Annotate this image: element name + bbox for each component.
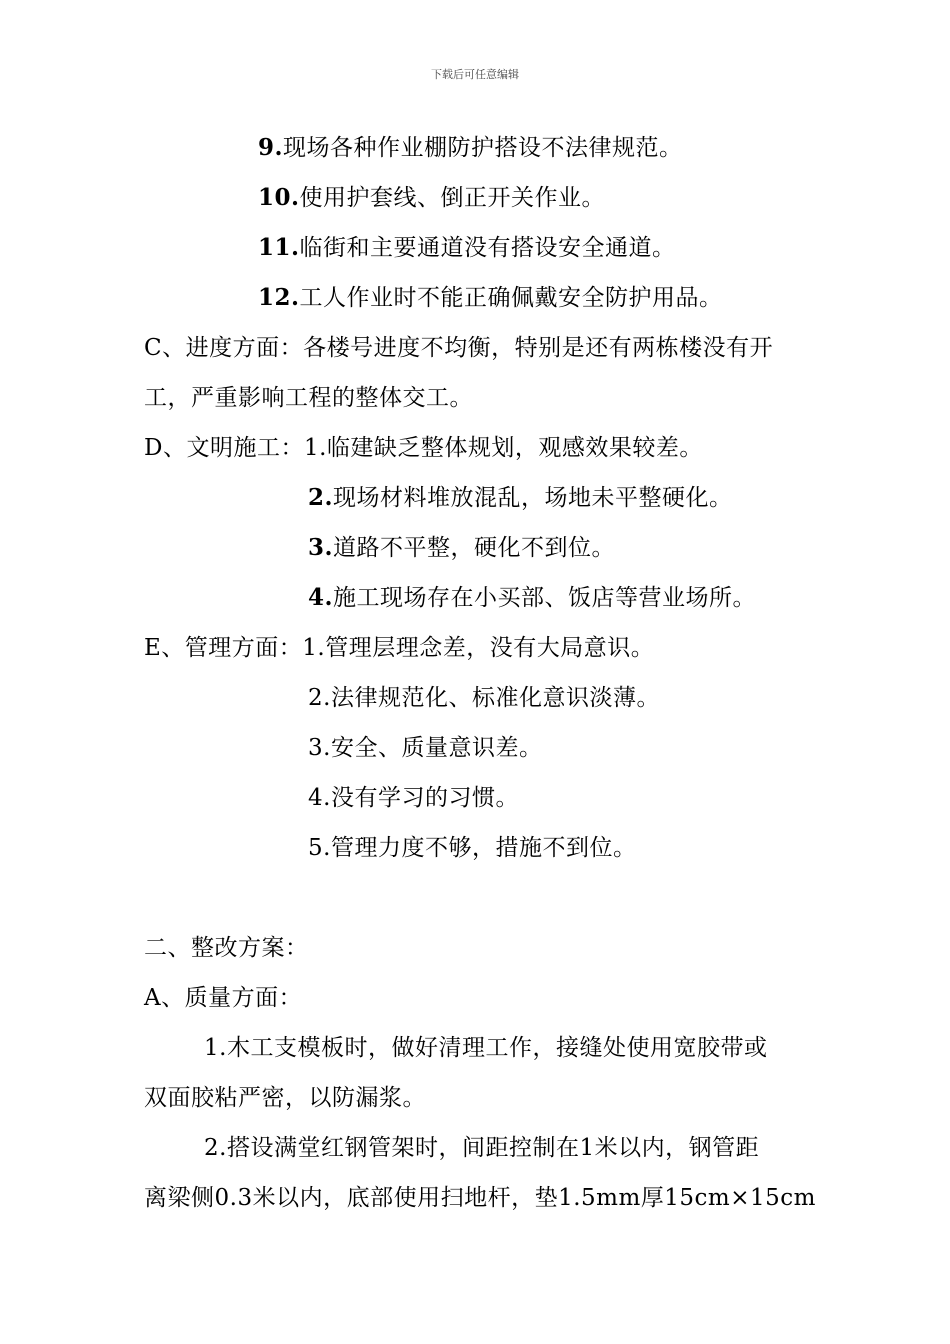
item-number: 12. bbox=[258, 284, 300, 311]
line-text: 临街和主要通道没有搭设安全通道。 bbox=[299, 235, 676, 261]
item-number: 10. bbox=[258, 184, 300, 211]
line-text: 施工现场存在小买部、饭店等营业场所。 bbox=[333, 585, 757, 611]
text-line: 离梁侧0.3米以内，底部使用扫地杆，垫1.5mm厚15cm×15cm bbox=[144, 1185, 816, 1211]
text-line bbox=[308, 533, 615, 563]
text-line: 1.木工支模板时，做好清理工作，接缝处使用宽胶带或 bbox=[204, 1035, 768, 1061]
line-text: 道路不平整，硬化不到位。 bbox=[333, 535, 616, 561]
text-line: 3.安全、质量意识差。 bbox=[308, 735, 543, 761]
text-line bbox=[308, 583, 756, 613]
text-line: 5.管理力度不够，措施不到位。 bbox=[308, 835, 637, 861]
text-line: 双面胶粘严密，以防漏浆。 bbox=[144, 1085, 426, 1111]
text-line bbox=[258, 133, 683, 163]
item-number: 11. bbox=[258, 234, 300, 261]
text-line bbox=[258, 233, 676, 263]
text-line: 工，严重影响工程的整体交工。 bbox=[144, 385, 473, 411]
text-line bbox=[258, 283, 723, 313]
text-line: E、管理方面：1.管理层理念差，没有大局意识。 bbox=[144, 635, 655, 661]
text-line: D、文明施工：1.临建缺乏整体规划，观感效果较差。 bbox=[144, 435, 703, 461]
page-header: 下载后可任意编辑 bbox=[431, 68, 519, 81]
text-line bbox=[258, 183, 605, 213]
item-number: 4. bbox=[308, 584, 334, 611]
text-line: 2.搭设满堂红钢管架时，间距控制在1米以内，钢管距 bbox=[204, 1135, 760, 1161]
item-number: 2. bbox=[308, 484, 334, 511]
section-heading: 二、整改方案： bbox=[144, 935, 309, 961]
line-text: 现场各种作业棚防护搭设不法律规范。 bbox=[283, 135, 683, 161]
text-line: 2.法律规范化、标准化意识淡薄。 bbox=[308, 685, 660, 711]
item-number: 3. bbox=[308, 534, 334, 561]
line-text: 工人作业时不能正确佩戴安全防护用品。 bbox=[299, 285, 723, 311]
text-line: C、进度方面：各楼号进度不均衡，特别是还有两栋楼没有开 bbox=[144, 335, 774, 361]
item-number: 9. bbox=[258, 134, 284, 161]
text-line bbox=[308, 483, 733, 513]
line-text: 使用护套线、倒正开关作业。 bbox=[299, 185, 606, 211]
subsection-heading: A、质量方面： bbox=[144, 985, 303, 1011]
text-line: 4.没有学习的习惯。 bbox=[308, 785, 519, 811]
line-text: 现场材料堆放混乱，场地未平整硬化。 bbox=[333, 485, 733, 511]
